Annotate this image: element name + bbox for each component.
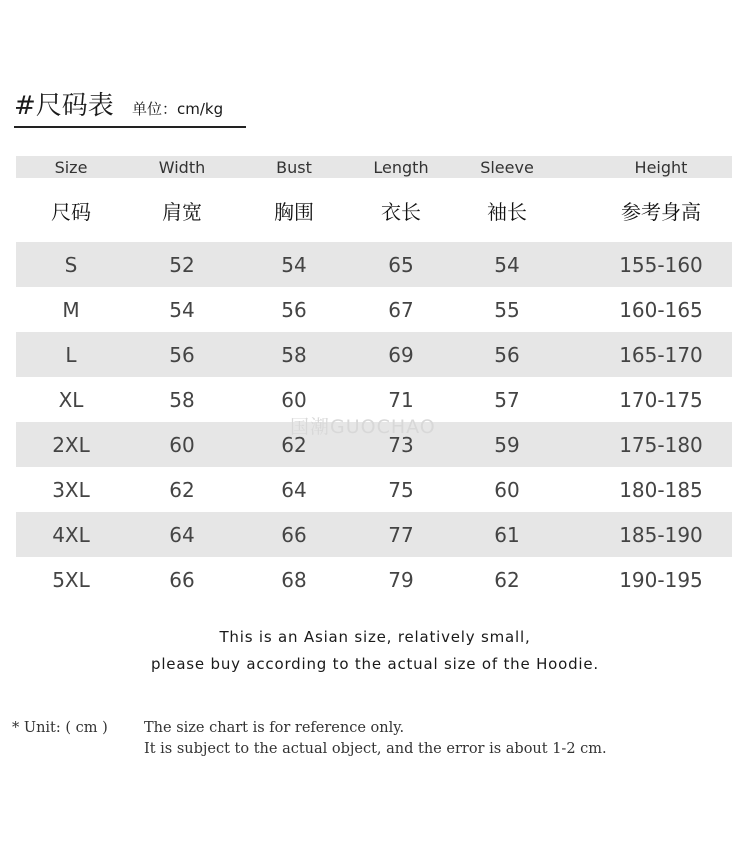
length-cell: 67 [388,297,414,322]
sleeve-cell: 60 [494,477,520,502]
header-sleeve: Sleeve [480,157,534,177]
sleeve-cell: 56 [494,342,520,367]
table-row [16,467,732,512]
unit-label: 单位：cm/kg [132,100,224,118]
sleeve-cell: 57 [494,387,520,412]
size-table [16,156,732,602]
header-bust-cn: 胸围 [274,199,314,224]
header-length-cn: 衣长 [381,199,421,224]
header-height-cn: 参考身高 [621,199,701,224]
height-cell: 175-180 [619,432,703,457]
size-cell: L [65,342,77,367]
size-cell: 5XL [52,567,90,592]
length-cell: 79 [388,567,414,592]
sleeve-cell: 54 [494,252,520,277]
size-cell: S [64,252,78,277]
sleeve-cell: 59 [494,432,520,457]
bust-cell: 60 [281,387,307,412]
table-row [16,557,732,602]
height-cell: 160-165 [619,297,703,322]
header-size: Size [54,157,88,177]
size-cell: 2XL [52,432,90,457]
bust-cell: 62 [281,432,307,457]
length-cell: 71 [388,387,414,412]
height-cell: 180-185 [619,477,703,502]
bust-cell: 66 [281,522,307,547]
asian-size-note: This is an Asian size, relatively small, [219,628,531,646]
width-cell: 64 [169,522,195,547]
brand-watermark: 国潮GUOCHAO [290,416,436,438]
header-size-cn: 尺码 [51,199,91,224]
table-row [16,287,732,332]
table-row [16,242,732,287]
sleeve-cell: 61 [494,522,520,547]
table-row [16,332,732,377]
length-cell: 77 [388,522,414,547]
width-cell: 52 [169,252,195,277]
size-cell: M [62,297,80,322]
width-cell: 66 [169,567,195,592]
height-cell: 170-175 [619,387,703,412]
height-cell: 190-195 [619,567,703,592]
bust-cell: 68 [281,567,307,592]
bust-cell: 56 [281,297,307,322]
table-row [16,512,732,557]
header-bust: Bust [276,157,312,177]
sleeve-cell: 62 [494,567,520,592]
header-length: Length [373,157,429,177]
size-cell: XL [58,387,84,412]
bust-cell: 54 [281,252,307,277]
width-cell: 56 [169,342,195,367]
size-cell: 3XL [52,477,90,502]
unit-footnote-label: * Unit: ( cm ) [12,720,108,736]
header-sleeve-cn: 袖长 [487,199,527,224]
size-chart-title: #尺码表 [14,91,114,121]
header-width-cn: 肩宽 [162,199,202,224]
width-cell: 54 [169,297,195,322]
header-height: Height [634,157,688,177]
error-note: It is subject to the actual object, and the error is about 1-2 cm. [144,741,607,757]
height-cell: 155-160 [619,252,703,277]
size-chart-title-block [14,88,246,128]
length-cell: 73 [388,432,414,457]
height-cell: 185-190 [619,522,703,547]
buy-advice-note: please buy according to the actual size of the Hoodie. [151,655,599,673]
length-cell: 65 [388,252,414,277]
bust-cell: 58 [281,342,307,367]
header-row-chinese [16,178,732,242]
bust-cell: 64 [281,477,307,502]
width-cell: 62 [169,477,195,502]
width-cell: 60 [169,432,195,457]
height-cell: 165-170 [619,342,703,367]
header-row-english [16,156,732,178]
header-width: Width [158,157,206,177]
reference-note: The size chart is for reference only. [144,720,405,736]
size-cell: 4XL [52,522,90,547]
length-cell: 75 [388,477,414,502]
sleeve-cell: 55 [494,297,520,322]
length-cell: 69 [388,342,414,367]
width-cell: 58 [169,387,195,412]
